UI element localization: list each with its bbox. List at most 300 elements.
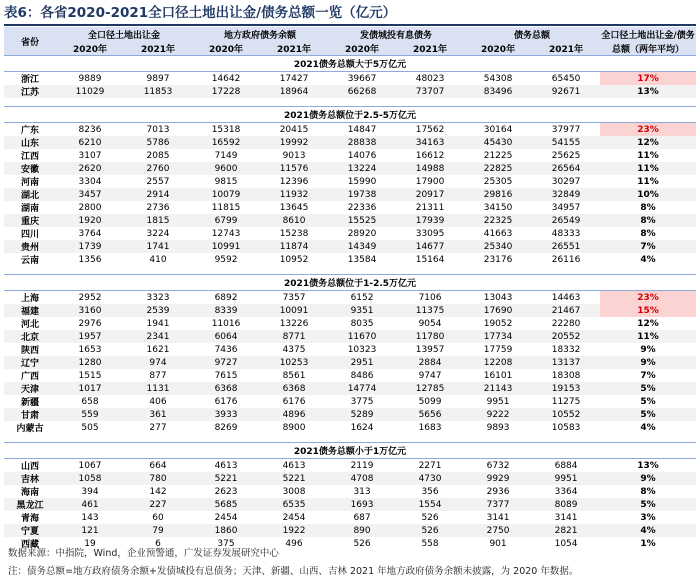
province-cell: 北京	[4, 330, 56, 343]
ratio-cell: 11%	[600, 162, 696, 175]
value-cell: 14076	[328, 149, 396, 162]
ratio-cell: 10%	[600, 188, 696, 201]
ratio-cell: 4%	[600, 524, 696, 537]
value-cell: 3107	[56, 149, 124, 162]
province-cell: 湖南	[4, 201, 56, 214]
group-separator	[4, 266, 696, 275]
table-row	[4, 421, 696, 434]
ratio-cell: 5%	[600, 382, 696, 395]
separator-cell	[4, 266, 696, 275]
value-cell: 3141	[464, 511, 532, 524]
table-row	[4, 304, 696, 317]
value-cell: 3141	[532, 511, 600, 524]
table-row	[4, 188, 696, 201]
value-cell: 41663	[464, 227, 532, 240]
value-cell: 974	[124, 356, 192, 369]
value-cell: 6176	[192, 395, 260, 408]
value-cell: 877	[124, 369, 192, 382]
value-cell: 2623	[192, 485, 260, 498]
ratio-cell: 11%	[600, 149, 696, 162]
ratio-cell: 5%	[600, 395, 696, 408]
ratio-cell: 5%	[600, 408, 696, 421]
value-cell: 9889	[56, 72, 124, 86]
value-cell: 7013	[124, 123, 192, 137]
value-cell: 356	[396, 485, 464, 498]
value-cell: 20415	[260, 123, 328, 137]
value-cell: 11576	[260, 162, 328, 175]
value-cell: 3775	[328, 395, 396, 408]
header-ratio-line1: 全口径土地出让金/债务	[600, 27, 696, 42]
value-cell: 3008	[260, 485, 328, 498]
source-note: 数据来源：中指院，Wind，企业预警通，广发证券发展研究中心	[8, 548, 279, 559]
ratio-cell: 4%	[600, 253, 696, 266]
value-cell: 19052	[464, 317, 532, 330]
group-separator	[4, 98, 696, 107]
value-cell: 2341	[124, 330, 192, 343]
separator-cell	[4, 98, 696, 107]
value-cell: 15990	[328, 175, 396, 188]
header-total-debt: 债务总额	[464, 27, 600, 42]
table-row	[4, 485, 696, 498]
value-cell: 17900	[396, 175, 464, 188]
value-cell: 15164	[396, 253, 464, 266]
value-cell: 19	[56, 537, 124, 550]
value-cell: 2760	[124, 162, 192, 175]
table-row	[4, 149, 696, 162]
value-cell: 92671	[532, 85, 600, 98]
value-cell: 34150	[464, 201, 532, 214]
value-cell: 54155	[532, 136, 600, 149]
value-cell: 2454	[192, 511, 260, 524]
value-cell: 18332	[532, 343, 600, 356]
value-cell: 30164	[464, 123, 532, 137]
title-rule	[4, 24, 696, 26]
table-row	[4, 214, 696, 227]
value-cell: 11932	[260, 188, 328, 201]
value-cell: 32849	[532, 188, 600, 201]
header-year: 2020年	[56, 42, 124, 56]
value-cell: 26116	[532, 253, 600, 266]
value-cell: 1683	[396, 421, 464, 434]
value-cell: 6	[124, 537, 192, 550]
table-row	[4, 72, 696, 86]
province-cell: 江苏	[4, 85, 56, 98]
table-row	[4, 227, 696, 240]
value-cell: 3224	[124, 227, 192, 240]
value-cell: 6368	[192, 382, 260, 395]
value-cell: 526	[396, 511, 464, 524]
header-gov-debt: 地方政府债务余额	[192, 27, 328, 42]
value-cell: 13043	[464, 291, 532, 305]
value-cell: 8486	[328, 369, 396, 382]
table-body	[4, 56, 696, 551]
value-cell: 79	[124, 524, 192, 537]
value-cell: 34957	[532, 201, 600, 214]
value-cell: 16592	[192, 136, 260, 149]
value-cell: 21467	[532, 304, 600, 317]
value-cell: 11853	[124, 85, 192, 98]
value-cell: 1920	[56, 214, 124, 227]
province-cell: 甘肃	[4, 408, 56, 421]
province-cell: 重庆	[4, 214, 56, 227]
value-cell: 11815	[192, 201, 260, 214]
value-cell: 901	[464, 537, 532, 550]
value-cell: 28920	[328, 227, 396, 240]
ratio-cell: 7%	[600, 369, 696, 382]
ratio-cell: 8%	[600, 201, 696, 214]
value-cell: 9951	[532, 472, 600, 485]
province-cell: 陕西	[4, 343, 56, 356]
value-cell: 12396	[260, 175, 328, 188]
province-cell: 安徽	[4, 162, 56, 175]
value-cell: 6064	[192, 330, 260, 343]
value-cell: 60	[124, 511, 192, 524]
value-cell: 19992	[260, 136, 328, 149]
value-cell: 9951	[464, 395, 532, 408]
value-cell: 142	[124, 485, 192, 498]
value-cell: 9592	[192, 253, 260, 266]
value-cell: 17228	[192, 85, 260, 98]
value-cell: 4896	[260, 408, 328, 421]
value-cell: 8610	[260, 214, 328, 227]
ratio-cell: 5%	[600, 498, 696, 511]
value-cell: 33095	[396, 227, 464, 240]
value-cell: 6176	[260, 395, 328, 408]
value-cell: 9054	[396, 317, 464, 330]
value-cell: 11029	[56, 85, 124, 98]
value-cell: 2951	[328, 356, 396, 369]
value-cell: 5221	[260, 472, 328, 485]
debt-table	[4, 27, 696, 550]
ratio-cell: 7%	[600, 240, 696, 253]
value-cell: 5786	[124, 136, 192, 149]
value-cell: 7149	[192, 149, 260, 162]
value-cell: 12208	[464, 356, 532, 369]
ratio-cell: 11%	[600, 175, 696, 188]
table-row	[4, 511, 696, 524]
table-row	[4, 162, 696, 175]
table-row	[4, 240, 696, 253]
value-cell: 14349	[328, 240, 396, 253]
value-cell: 83496	[464, 85, 532, 98]
table-row	[4, 123, 696, 137]
value-cell: 9897	[124, 72, 192, 86]
table-row	[4, 459, 696, 473]
value-cell: 34163	[396, 136, 464, 149]
province-cell: 内蒙古	[4, 421, 56, 434]
header-year: 2020年	[464, 42, 532, 56]
value-cell: 21311	[396, 201, 464, 214]
value-cell: 3323	[124, 291, 192, 305]
value-cell: 6892	[192, 291, 260, 305]
table-row	[4, 136, 696, 149]
ratio-cell-highlighted: 15%	[600, 304, 696, 317]
value-cell: 10583	[532, 421, 600, 434]
table-row	[4, 369, 696, 382]
ratio-cell: 8%	[600, 214, 696, 227]
ratio-cell: 3%	[600, 511, 696, 524]
value-cell: 6884	[532, 459, 600, 473]
ratio-cell-highlighted: 23%	[600, 291, 696, 305]
value-cell: 17759	[464, 343, 532, 356]
ratio-cell: 4%	[600, 421, 696, 434]
value-cell: 14847	[328, 123, 396, 137]
value-cell: 1054	[532, 537, 600, 550]
header-year: 2021年	[124, 42, 192, 56]
value-cell: 73707	[396, 85, 464, 98]
value-cell: 526	[328, 537, 396, 550]
table-row	[4, 472, 696, 485]
value-cell: 15238	[260, 227, 328, 240]
value-cell: 8900	[260, 421, 328, 434]
table-row	[4, 356, 696, 369]
value-cell: 559	[56, 408, 124, 421]
header-year: 2021年	[396, 42, 464, 56]
value-cell: 5289	[328, 408, 396, 421]
table-row	[4, 395, 696, 408]
value-cell: 6210	[56, 136, 124, 149]
value-cell: 8089	[532, 498, 600, 511]
ratio-cell: 9%	[600, 472, 696, 485]
province-cell: 西藏	[4, 537, 56, 550]
value-cell: 16612	[396, 149, 464, 162]
value-cell: 17690	[464, 304, 532, 317]
value-cell: 7615	[192, 369, 260, 382]
province-cell: 上海	[4, 291, 56, 305]
value-cell: 1067	[56, 459, 124, 473]
value-cell: 20917	[396, 188, 464, 201]
table-row	[4, 201, 696, 214]
table-title: 表6：各省2020-2021全口径土地出让金/债务总额一览（亿元）	[4, 5, 397, 21]
value-cell: 12743	[192, 227, 260, 240]
value-cell: 2085	[124, 149, 192, 162]
table-row	[4, 175, 696, 188]
province-cell: 广西	[4, 369, 56, 382]
separator-cell	[4, 434, 696, 443]
value-cell: 496	[260, 537, 328, 550]
value-cell: 11780	[396, 330, 464, 343]
value-cell: 406	[124, 395, 192, 408]
value-cell: 1693	[328, 498, 396, 511]
value-cell: 1739	[56, 240, 124, 253]
value-cell: 11275	[532, 395, 600, 408]
value-cell: 26551	[532, 240, 600, 253]
value-cell: 277	[124, 421, 192, 434]
value-cell: 13584	[328, 253, 396, 266]
table-row	[4, 408, 696, 421]
value-cell: 4730	[396, 472, 464, 485]
value-cell: 14988	[396, 162, 464, 175]
value-cell: 526	[396, 524, 464, 537]
value-cell: 10323	[328, 343, 396, 356]
value-cell: 2800	[56, 201, 124, 214]
value-cell: 7436	[192, 343, 260, 356]
province-cell: 山东	[4, 136, 56, 149]
header-province: 省份	[4, 27, 56, 56]
value-cell: 1131	[124, 382, 192, 395]
table-row	[4, 524, 696, 537]
table-row	[4, 343, 696, 356]
value-cell: 12785	[396, 382, 464, 395]
value-cell: 3304	[56, 175, 124, 188]
value-cell: 15525	[328, 214, 396, 227]
province-cell: 四川	[4, 227, 56, 240]
ratio-cell: 9%	[600, 343, 696, 356]
header-row-1	[4, 27, 696, 42]
value-cell: 22280	[532, 317, 600, 330]
group-title: 2021债务总额位于2.5-5万亿元	[4, 107, 696, 123]
province-cell: 宁夏	[4, 524, 56, 537]
value-cell: 1554	[396, 498, 464, 511]
value-cell: 11670	[328, 330, 396, 343]
group-header-row	[4, 275, 696, 291]
value-cell: 227	[124, 498, 192, 511]
table-row	[4, 291, 696, 305]
value-cell: 9013	[260, 149, 328, 162]
notes	[8, 545, 696, 581]
value-cell: 6799	[192, 214, 260, 227]
value-cell: 5685	[192, 498, 260, 511]
value-cell: 37977	[532, 123, 600, 137]
value-cell: 13957	[396, 343, 464, 356]
group-header-row	[4, 443, 696, 459]
value-cell: 2557	[124, 175, 192, 188]
value-cell: 14774	[328, 382, 396, 395]
value-cell: 2119	[328, 459, 396, 473]
value-cell: 1815	[124, 214, 192, 227]
value-cell: 15318	[192, 123, 260, 137]
value-cell: 664	[124, 459, 192, 473]
value-cell: 19153	[532, 382, 600, 395]
value-cell: 17939	[396, 214, 464, 227]
value-cell: 9351	[328, 304, 396, 317]
table-row	[4, 253, 696, 266]
value-cell: 780	[124, 472, 192, 485]
value-cell: 14642	[192, 72, 260, 86]
province-cell: 新疆	[4, 395, 56, 408]
value-cell: 313	[328, 485, 396, 498]
value-cell: 48333	[532, 227, 600, 240]
value-cell: 2821	[532, 524, 600, 537]
province-cell: 辽宁	[4, 356, 56, 369]
province-cell: 黑龙江	[4, 498, 56, 511]
value-cell: 558	[396, 537, 464, 550]
value-cell: 5099	[396, 395, 464, 408]
ratio-cell-highlighted: 17%	[600, 72, 696, 86]
value-cell: 2271	[396, 459, 464, 473]
value-cell: 687	[328, 511, 396, 524]
value-cell: 410	[124, 253, 192, 266]
ratio-cell: 13%	[600, 459, 696, 473]
value-cell: 22336	[328, 201, 396, 214]
value-cell: 9727	[192, 356, 260, 369]
value-cell: 2884	[396, 356, 464, 369]
value-cell: 6368	[260, 382, 328, 395]
value-cell: 8339	[192, 304, 260, 317]
value-cell: 13645	[260, 201, 328, 214]
province-cell: 浙江	[4, 72, 56, 86]
province-cell: 青海	[4, 511, 56, 524]
value-cell: 25625	[532, 149, 600, 162]
province-cell: 福建	[4, 304, 56, 317]
value-cell: 39667	[328, 72, 396, 86]
value-cell: 66268	[328, 85, 396, 98]
value-cell: 25305	[464, 175, 532, 188]
header-lgfv-debt: 发债城投有息债务	[328, 27, 464, 42]
province-cell: 湖北	[4, 188, 56, 201]
value-cell: 3364	[532, 485, 600, 498]
value-cell: 11016	[192, 317, 260, 330]
value-cell: 65450	[532, 72, 600, 86]
value-cell: 26564	[532, 162, 600, 175]
value-cell: 121	[56, 524, 124, 537]
header-year: 2020年	[328, 42, 396, 56]
value-cell: 1741	[124, 240, 192, 253]
value-cell: 3933	[192, 408, 260, 421]
value-cell: 461	[56, 498, 124, 511]
value-cell: 10091	[260, 304, 328, 317]
value-cell: 13137	[532, 356, 600, 369]
table-row	[4, 498, 696, 511]
value-cell: 17427	[260, 72, 328, 86]
value-cell: 375	[192, 537, 260, 550]
group-separator	[4, 434, 696, 443]
value-cell: 394	[56, 485, 124, 498]
value-cell: 1957	[56, 330, 124, 343]
footnote: 注：债务总额=地方政府债务余额+发债城投有息债务；天津、新疆、山西、吉林 2021 年地方政府债务余额未披露，为 2020 年数据。	[8, 566, 579, 577]
province-cell: 天津	[4, 382, 56, 395]
value-cell: 1653	[56, 343, 124, 356]
value-cell: 16101	[464, 369, 532, 382]
value-cell: 18964	[260, 85, 328, 98]
value-cell: 7377	[464, 498, 532, 511]
value-cell: 9747	[396, 369, 464, 382]
value-cell: 505	[56, 421, 124, 434]
value-cell: 9600	[192, 162, 260, 175]
value-cell: 2539	[124, 304, 192, 317]
value-cell: 29816	[464, 188, 532, 201]
value-cell: 2936	[464, 485, 532, 498]
value-cell: 1515	[56, 369, 124, 382]
value-cell: 1860	[192, 524, 260, 537]
value-cell: 5221	[192, 472, 260, 485]
value-cell: 10991	[192, 240, 260, 253]
value-cell: 2750	[464, 524, 532, 537]
value-cell: 45430	[464, 136, 532, 149]
value-cell: 6535	[260, 498, 328, 511]
province-cell: 贵州	[4, 240, 56, 253]
ratio-cell: 8%	[600, 227, 696, 240]
value-cell: 25340	[464, 240, 532, 253]
province-cell: 江西	[4, 149, 56, 162]
group-header-row	[4, 56, 696, 72]
value-cell: 9815	[192, 175, 260, 188]
value-cell: 10253	[260, 356, 328, 369]
province-cell: 山西	[4, 459, 56, 473]
value-cell: 14677	[396, 240, 464, 253]
value-cell: 6152	[328, 291, 396, 305]
province-cell: 吉林	[4, 472, 56, 485]
value-cell: 361	[124, 408, 192, 421]
value-cell: 3457	[56, 188, 124, 201]
province-cell: 广东	[4, 123, 56, 137]
value-cell: 11375	[396, 304, 464, 317]
province-cell: 河南	[4, 175, 56, 188]
value-cell: 2914	[124, 188, 192, 201]
ratio-cell: 13%	[600, 85, 696, 98]
value-cell: 11874	[260, 240, 328, 253]
value-cell: 54308	[464, 72, 532, 86]
